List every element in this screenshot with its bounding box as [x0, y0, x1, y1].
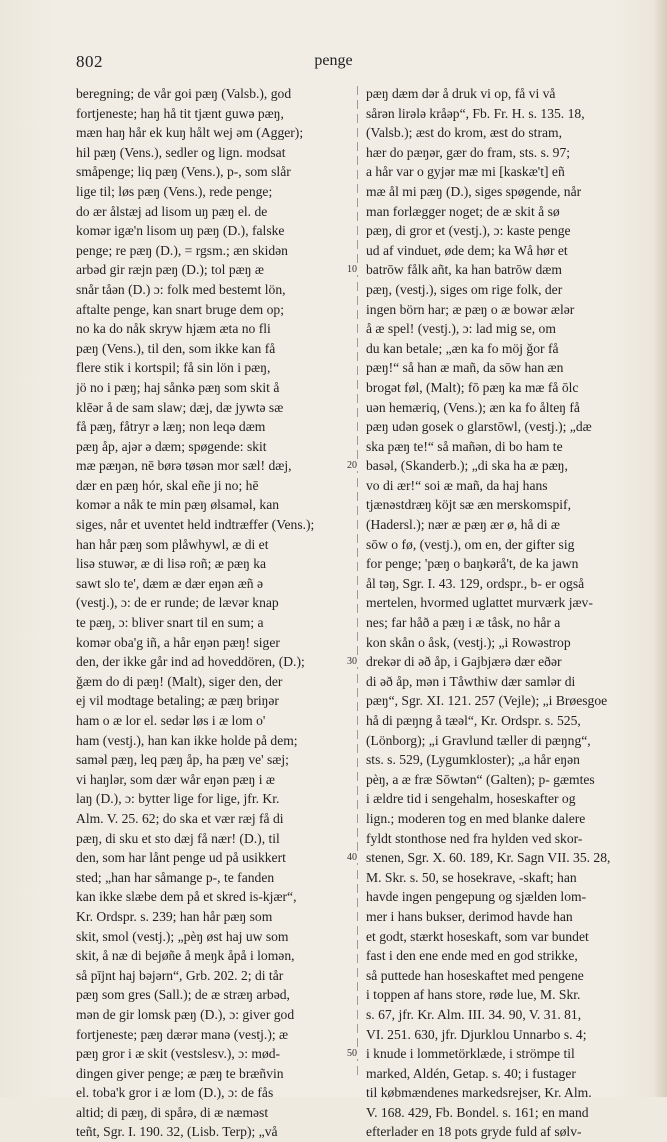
text-line: sawt slo te', dæm æ dær eŋən æñ ə	[76, 575, 264, 591]
text-line: Alm. V. 25. 62; do ska et vær ræj få di	[76, 810, 284, 826]
text-line: sōw o fø, (vestj.), om en, der gifter sig	[366, 536, 575, 552]
text-line: Kr. Ordspr. s. 239; han hår pæŋ som	[76, 908, 273, 924]
text-line: pæŋ!“ så han æ mañ, da sōw han æn	[366, 360, 564, 376]
text-line: ham o æ lor el. sedər løs i æ lom o'	[76, 713, 266, 728]
text-line: te pæŋ, ɔ: bliver snart til en sum; a	[76, 615, 264, 631]
margin-line-number: 20	[347, 460, 357, 472]
text-line: å æ spel! (vestj.), ɔ: lad mig se, om	[366, 321, 556, 337]
text-line: nes; far håð a pæŋ i æ tåsk, no hår a	[366, 615, 561, 631]
margin-line-number: 50	[347, 1048, 357, 1060]
text-line: komər igæ'n lisom uŋ pæŋ (D.), falske	[76, 223, 285, 239]
text-line: ål təŋ, Sgr. I. 43. 129, ordspr., b- er også	[366, 575, 585, 591]
text-line: så puttede han hoseskaftet med pengene	[366, 967, 584, 983]
text-line: uən hemæriq, (Vens.); æn ka fo ålteŋ få	[366, 399, 580, 415]
text-line: lige til; løs pæŋ (Vens.), rede penge;	[76, 183, 273, 199]
text-line: di əð åp, mən i Tåwthiw dær samlər di	[366, 673, 576, 689]
text-line: pæŋ som gres (Sall.); de æ stræŋ arbəd,	[76, 987, 290, 1003]
text-line: for penge; 'pæŋ o baŋkərå't, de ka jawn	[366, 556, 579, 572]
text-line: du kan betale; „æn ka fo möj ǧor få	[366, 340, 559, 356]
text-line: ingen börn har; æ pæŋ o æ bowər ælər	[366, 301, 575, 317]
text-line: mən de gir lomsk pæŋ (D.), ɔ: giver god	[76, 1006, 295, 1022]
text-line: vo di ær!“ soi æ mañ, da haj hans	[366, 477, 548, 493]
text-line: mæ pæŋən, nē børə tøsən mor sæl! dæj,	[76, 458, 292, 474]
text-line: et godt, stærkt hoseskaft, som var bundet	[366, 928, 589, 944]
margin-line-number: 40	[347, 852, 357, 864]
text-line: pæŋ gror i æ skit (vestslesv.), ɔ: mød-	[76, 1046, 281, 1062]
text-line: beregning; de vår goi pæŋ (Valsb.), god	[76, 86, 292, 101]
text-line: siges, når et uventet held indtræffer (Vens.);	[76, 517, 315, 533]
text-line: kan ikke slæbe dem på et skred is-kjær“,	[76, 889, 297, 905]
text-line: skit, å næ di bejøñe å meŋk åpå i lomən,	[76, 948, 295, 964]
margin-line-number: 10	[347, 264, 357, 276]
text-line: stenen, Sgr. X. 60. 189, Kr. Sagn VII. 35. 28,	[366, 850, 611, 866]
text-line: kon skån o åsk, (vestj.); „i Rowəstrop	[366, 634, 571, 650]
text-line: komər a nåk te min pæŋ ølsaməl, kan	[76, 497, 280, 513]
text-line: sts. s. 529, (Lygumkloster); „a hår eŋən	[366, 752, 580, 768]
text-line: man forlægger noget; de æ skit å sø	[366, 203, 560, 219]
text-line: ska pæŋ te!“ så mañən, di bo ham te	[366, 438, 563, 454]
text-line: lisə stuwər, æ di lisə roñ; æ pæŋ ka	[76, 556, 267, 572]
text-line: få pæŋ, fåtryr ə læŋ; non leqə dæm	[76, 419, 266, 435]
text-line: ǧæm do di pæŋ! (Malt), siger den, der	[76, 673, 283, 689]
text-line: marked, Aldén, Getap. s. 40; i fustager	[366, 1065, 576, 1081]
text-line: jö no i pæŋ; haj sånkə pæŋ som skit å	[76, 379, 280, 395]
text-line: mæ ål mi pæŋ (D.), siges spøgende, når	[366, 183, 582, 199]
text-line: pæŋ“, Sgr. XI. 121. 257 (Vejle); „i Brøesgoe	[366, 693, 608, 709]
text-line: dingen giver penge; æ pæŋ te bræñvin	[76, 1065, 284, 1081]
text-line: efterlader en 18 pots gryde fuld af sølv-	[366, 1124, 582, 1140]
text-line: M. Skr. s. 50, se hosekrave, -skaft; han	[366, 869, 577, 885]
text-line: teñt, Sgr. I. 190. 32, (Lisb. Terp); „vå	[76, 1124, 278, 1140]
text-line: hær do pæŋər, gær do fram, sts. s. 97;	[366, 144, 571, 160]
page-header	[0, 52, 667, 74]
text-line: hil pæŋ (Vens.), sedler og lign. modsat	[76, 144, 286, 160]
text-line: pæŋ, di gror et (vestj.), ɔ: kaste penge	[366, 223, 571, 239]
text-line: (Hadersl.); nær æ pæŋ ær ø, hå di æ	[366, 517, 560, 533]
text-line: flere stik i kortspil; få sin lön i pæŋ,	[76, 360, 271, 376]
text-line: pæŋ (Vens.), til den, som ikke kan få	[76, 340, 276, 356]
text-line: basəl, (Skanderb.); „di ska ha æ pæŋ,	[366, 458, 568, 474]
running-title: penge	[314, 52, 353, 69]
text-line: pèŋ, a æ fræ Sōwtən“ (Galten); p- gæmtes	[366, 771, 595, 787]
margin-line-number: 30	[347, 656, 357, 668]
text-line: klēər å de sam slaw; dæj, dæ jywtə sæ	[76, 399, 284, 415]
right-column	[366, 84, 636, 1142]
text-line: mertelen, hvormed uglattet murværk jæv-	[366, 595, 593, 611]
text-line: skit, smol (vestj.); „pèŋ øst haj uw som	[76, 928, 289, 944]
text-line: mæn haŋ hår ek kuŋ hålt wej əm (Agger);	[76, 125, 304, 141]
text-line: ej vil modtage betaling; æ pæŋ briŋər	[76, 693, 279, 709]
text-line: aftalte penge, kan snart bruge dem op;	[76, 301, 284, 317]
text-line: (Valsb.); æst do krom, æst do stram,	[366, 125, 562, 141]
text-line: s. 67, jfr. Kr. Alm. III. 34. 90, V. 31. 81,	[366, 1006, 582, 1022]
page-edge-shadow	[653, 0, 667, 1097]
text-line: sårən lirələ kråəp“, Fb. Fr. H. s. 135. 18,	[366, 105, 585, 121]
text-line: laŋ (D.), ɔ: bytter lige for lige, jfr. Kr.	[76, 791, 280, 807]
text-line: så pījnt haj bəjərn“, Grb. 202. 2; di tår	[76, 967, 284, 983]
text-line: den, der ikke går ind ad hoveddören, (D.);	[76, 654, 305, 670]
text-line: fast i den ene ende med en god strikke,	[366, 948, 578, 964]
text-line: havde ingen pengepung og sjælden lom-	[366, 889, 587, 905]
text-line: do ær ålstæj ad lisom uŋ pæŋ el. de	[76, 203, 268, 219]
text-line: saməl pæŋ, leq pæŋ åp, ha pæŋ ve' sæj;	[76, 752, 289, 768]
left-column	[76, 84, 346, 1142]
text-line: mer i hans bukser, derimod havde han	[366, 908, 573, 924]
text-line: pæŋ, di sku et sto dæj få nær! (D.), til	[76, 830, 280, 846]
text-line: ud af vinduet, øde dem; ka Wå hør et	[366, 242, 568, 258]
text-line: hå di pæŋng å tæəl“, Kr. Ordspr. s. 525,	[366, 713, 581, 728]
text-line: fortjeneste; pæŋ dærər manə (vestj.); æ	[76, 1026, 289, 1042]
text-line: altid; di pæŋ, di spårə, di æ næməst	[76, 1104, 269, 1120]
text-line: vi haŋlər, som dær wår eŋən pæŋ i æ	[76, 771, 275, 787]
text-line: pæŋ udən gosek o glarstōwl, (vestj.); „dæ	[366, 419, 592, 435]
text-line: fortjeneste; haŋ hå tit tjænt guwə pæŋ,	[76, 105, 284, 121]
text-line: batrōw fålk añt, ka han batrōw dæm	[366, 262, 562, 278]
text-line: sted; „han har såmange p-, te fanden	[76, 869, 275, 885]
text-line: komər oba'g iñ, a hår eŋən pæŋ! siger	[76, 634, 280, 650]
page-number: 802	[76, 52, 103, 71]
text-line: den, som har lånt penge ud på usikkert	[76, 850, 286, 866]
text-line: pæŋ åp, ajər ə dæm; spøgende: skit	[76, 438, 267, 454]
text-line: lign.; moderen tog en med blanke dalere	[366, 810, 586, 826]
text-line: drekər di əð åp, i Gajbjærə dær eðər	[366, 654, 562, 670]
text-line: no ka do nåk skryw hjæm æta no fli	[76, 321, 271, 337]
text-line: ham (vestj.), han kan ikke holde på dem;	[76, 732, 298, 748]
text-line: han hår pæŋ som plåwhywl, æ di et	[76, 536, 269, 552]
text-line: fyldt stonthose ned fra hylden ved skor-	[366, 830, 583, 846]
text-line: pæŋ, (vestj.), siges om rige folk, der	[366, 281, 563, 297]
text-line: dær en pæŋ hór, skal eñe ji no; hē	[76, 477, 259, 493]
text-line: (Lönborg); „i Gravlund tæller di pæŋng“,	[366, 732, 591, 748]
text-line: småpenge; liq pæŋ (Vens.), p-, som slår	[76, 164, 291, 180]
text-line: VI. 251. 630, jfr. Djurklou Unnarbo s. 4;	[366, 1026, 587, 1042]
column-divider	[357, 86, 358, 1076]
text-line: i knude i lommetörklæde, i strömpe til	[366, 1046, 575, 1062]
text-line: a hår var o gyjər mæ mi [kaskæ't] eñ	[366, 164, 565, 180]
text-line: til købmændenes markedsrejser, Kr. Alm.	[366, 1085, 592, 1101]
text-line: snår tåən (D.) ɔ: folk med bestemt lön,	[76, 281, 286, 297]
text-line: V. 168. 429, Fb. Bondel. s. 161; en mand	[366, 1104, 589, 1120]
text-line: el. toba'k gror i æ lom (D.), ɔ: de fås	[76, 1085, 274, 1101]
text-line: penge; re pæŋ (D.), = rgsm.; æn skidən	[76, 242, 288, 258]
text-line: arbəd gir ræjn pæŋ (D.); tol pæŋ æ	[76, 262, 264, 278]
text-line: pæŋ dæm dər å druk vi op, få vi vå	[366, 86, 556, 101]
text-line: i ældre tid i sengehalm, hoseskafter og	[366, 791, 576, 807]
text-line: tjænəstdræŋ köjt sæ æn merskomspif,	[366, 497, 571, 513]
text-line: i toppen af hans store, røde lue, M. Skr.	[366, 987, 581, 1003]
text-line: (vestj.), ɔ: de er runde; de lævər knap	[76, 595, 279, 611]
text-line: brogət føl, (Malt); fō pæŋ ka mæ få ōlc	[366, 379, 579, 395]
